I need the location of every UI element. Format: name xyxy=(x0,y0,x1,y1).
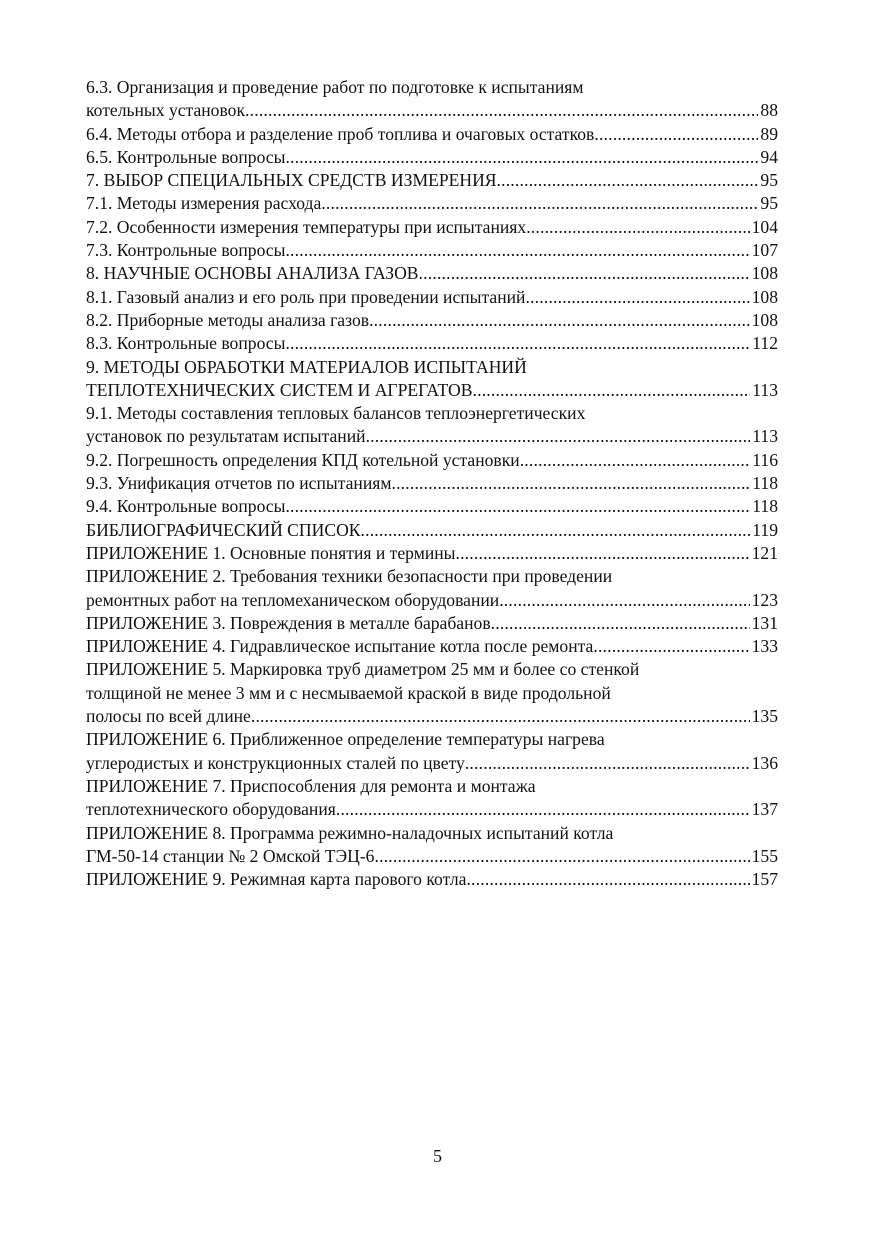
dot-leader xyxy=(251,705,750,728)
toc-entry-leader-line xyxy=(86,472,778,495)
dot-leader xyxy=(497,169,759,192)
toc-entry xyxy=(86,542,778,565)
toc-entry xyxy=(86,146,778,169)
toc-entry-title: 7. ВЫБОР СПЕЦИАЛЬНЫХ СРЕДСТВ ИЗМЕРЕНИЯ xyxy=(86,170,497,191)
toc-entry xyxy=(86,192,778,215)
toc-entry-page: 107 xyxy=(751,240,778,261)
toc-entry-page: 108 xyxy=(751,286,778,307)
toc-entry-page: 133 xyxy=(751,636,778,657)
dot-leader xyxy=(473,379,751,402)
toc-entry-title: ПРИЛОЖЕНИЕ 9. Режимная карта парового котла xyxy=(86,869,467,890)
toc-entry xyxy=(86,402,778,449)
toc-entry-leader-line xyxy=(86,262,778,285)
toc-entry-leader-line xyxy=(86,868,778,891)
toc-entry-title-line: ПРИЛОЖЕНИЕ 2. Требования техники безопасности при проведении xyxy=(86,566,613,587)
dot-leader xyxy=(419,262,750,285)
dot-leader xyxy=(321,192,758,215)
toc-entry-leader-line xyxy=(86,286,778,309)
toc-entry-page: 113 xyxy=(752,426,778,447)
dot-leader xyxy=(594,123,758,146)
toc-entry-page: 157 xyxy=(751,869,778,890)
toc-entry-leader-line xyxy=(86,123,778,146)
toc-entry-page: 89 xyxy=(760,123,778,144)
toc-entry xyxy=(86,239,778,262)
toc-entry-leader-line xyxy=(86,146,778,169)
toc-entry-title-line: 9. МЕТОДЫ ОБРАБОТКИ МАТЕРИАЛОВ ИСПЫТАНИЙ xyxy=(86,356,527,377)
toc-entry-page: 123 xyxy=(751,589,778,610)
dot-leader xyxy=(245,99,758,122)
toc-entry xyxy=(86,356,778,403)
toc-entry-leader-line xyxy=(86,216,778,239)
toc-entry-title: ПРИЛОЖЕНИЕ 1. Основные понятия и термины xyxy=(86,542,456,563)
toc-entry-leader-line xyxy=(86,379,778,402)
toc-entry-title: 7.3. Контрольные вопросы xyxy=(86,240,286,261)
dot-leader xyxy=(285,239,749,262)
toc-entry xyxy=(86,262,778,285)
toc-entry-title: ремонтных работ на тепломеханическом оборудовании xyxy=(86,589,500,610)
toc-entry-leader-line xyxy=(86,705,778,728)
toc-entry-title: 8.2. Приборные методы анализа газов xyxy=(86,309,370,330)
dot-leader xyxy=(455,542,749,565)
dot-leader xyxy=(466,868,749,891)
toc-entry-title-line: 9.1. Методы составления тепловых балансов теплоэнергетических xyxy=(86,403,586,424)
toc-entry-title-line: ПРИЛОЖЕНИЕ 7. Приспособления для ремонта и монтажа xyxy=(86,775,536,796)
toc-entry-page: 118 xyxy=(752,496,778,517)
dot-leader xyxy=(374,845,749,868)
toc-entry-title: теплотехнического оборудования xyxy=(86,799,336,820)
toc-entry-title: 9.3. Унификация отчетов по испытаниям xyxy=(86,473,392,494)
toc-entry-leader-line xyxy=(86,425,778,448)
toc-entry xyxy=(86,76,778,123)
toc-entry-leader-line xyxy=(86,239,778,262)
toc-entry-title: полосы по всей длине xyxy=(86,706,251,727)
dot-leader xyxy=(465,752,750,775)
dot-leader xyxy=(593,635,749,658)
toc-entry-title: 8. НАУЧНЫЕ ОСНОВЫ АНАЛИЗА ГАЗОВ xyxy=(86,263,419,284)
toc-entry-leader-line xyxy=(86,798,778,821)
dot-leader xyxy=(499,589,749,612)
toc-entry-title: углеродистых и конструкционных сталей по цвету xyxy=(86,752,465,773)
toc-entry xyxy=(86,169,778,192)
dot-leader xyxy=(520,449,751,472)
toc-entry-leader-line xyxy=(86,449,778,472)
toc-entry-page: 88 xyxy=(760,100,778,121)
toc-entry-title: 9.2. Погрешность определения КПД котельной установки xyxy=(86,449,520,470)
toc-entry-title-line: толщиной не менее 3 мм и с несмываемой краской в виде продольной xyxy=(86,682,611,703)
toc-entry-page: 136 xyxy=(751,752,778,773)
toc-entry-leader-line xyxy=(86,845,778,868)
toc-entry-title: 7.1. Методы измерения расхода xyxy=(86,193,322,214)
toc-entry-page: 108 xyxy=(751,263,778,284)
dot-leader xyxy=(361,519,751,542)
toc-entry xyxy=(86,775,778,822)
toc-entry-page: 104 xyxy=(751,216,778,237)
toc-entry-title-line: ПРИЛОЖЕНИЕ 5. Маркировка труб диаметром 25 мм и более со стенкой xyxy=(86,659,640,680)
dot-leader xyxy=(285,146,758,169)
toc-entry-leader-line xyxy=(86,589,778,612)
toc-entry xyxy=(86,658,778,728)
toc-entry-page: 116 xyxy=(752,449,778,470)
toc-entry-title: ПРИЛОЖЕНИЕ 4. Гидравлическое испытание котла после ремонта xyxy=(86,636,594,657)
toc-entry xyxy=(86,519,778,542)
toc-entry xyxy=(86,216,778,239)
toc-entry xyxy=(86,728,778,775)
toc-entry-title-line: 6.3. Организация и проведение работ по подготовке к испытаниям xyxy=(86,77,584,97)
toc-entry xyxy=(86,822,778,869)
toc-entry-leader-line xyxy=(86,635,778,658)
toc-entry xyxy=(86,123,778,146)
dot-leader xyxy=(285,332,750,355)
toc-entry-title: 9.4. Контрольные вопросы xyxy=(86,496,286,517)
toc-entry-page: 95 xyxy=(760,170,778,191)
toc-entry-leader-line xyxy=(86,612,778,635)
toc-entry-title: 8.3. Контрольные вопросы xyxy=(86,333,286,354)
toc-entry xyxy=(86,495,778,518)
toc-entry-leader-line xyxy=(86,192,778,215)
toc-entry-leader-line xyxy=(86,542,778,565)
toc-entry-page: 131 xyxy=(751,612,778,633)
toc-entry-page: 135 xyxy=(751,706,778,727)
toc-entry-page: 121 xyxy=(751,542,778,563)
toc-entry-title: 8.1. Газовый анализ и его роль при проведении испытаний xyxy=(86,286,526,307)
toc-entry-leader-line xyxy=(86,99,778,122)
toc-entry-title: ТЕПЛОТЕХНИЧЕСКИХ СИСТЕМ И АГРЕГАТОВ xyxy=(86,379,473,400)
toc-entry-leader-line xyxy=(86,332,778,355)
toc-entry-page: 118 xyxy=(752,473,778,494)
toc-entry xyxy=(86,286,778,309)
toc-entry-title: установок по результатам испытаний xyxy=(86,426,366,447)
toc-entry-title: БИБЛИОГРАФИЧЕСКИЙ СПИСОК xyxy=(86,519,361,540)
toc-entry xyxy=(86,612,778,635)
toc-entry xyxy=(86,332,778,355)
toc-entry-page: 113 xyxy=(752,379,778,400)
toc-entry xyxy=(86,868,778,891)
table-of-contents xyxy=(86,76,778,891)
dot-leader xyxy=(491,612,750,635)
toc-entry-page: 155 xyxy=(751,845,778,866)
dot-leader xyxy=(366,425,751,448)
toc-entry-leader-line xyxy=(86,519,778,542)
toc-entry-page: 119 xyxy=(752,519,778,540)
toc-entry-title: 7.2. Особенности измерения температуры при испытаниях xyxy=(86,216,527,237)
toc-entry-page: 94 xyxy=(760,146,778,167)
toc-entry xyxy=(86,472,778,495)
dot-leader xyxy=(369,309,750,332)
toc-entry-title-line: ПРИЛОЖЕНИЕ 6. Приближенное определение температуры нагрева xyxy=(86,729,605,750)
toc-entry-page: 95 xyxy=(760,193,778,214)
toc-entry-title-line: ПРИЛОЖЕНИЕ 8. Программа режимно-наладочных испытаний котла xyxy=(86,822,614,843)
toc-entry-title: 6.4. Методы отбора и разделение проб топлива и очаговых остатков xyxy=(86,123,595,144)
toc-entry xyxy=(86,309,778,332)
toc-entry-title: 6.5. Контрольные вопросы xyxy=(86,146,286,167)
dot-leader xyxy=(391,472,750,495)
toc-entry-page: 137 xyxy=(751,799,778,820)
dot-leader xyxy=(526,216,749,239)
toc-entry-page: 112 xyxy=(752,333,778,354)
page-number: 5 xyxy=(433,1146,442,1166)
toc-entry-leader-line xyxy=(86,169,778,192)
toc-entry-title: котельных установок xyxy=(86,100,246,121)
dot-leader xyxy=(285,495,750,518)
toc-entry-leader-line xyxy=(86,752,778,775)
toc-entry xyxy=(86,449,778,472)
toc-entry xyxy=(86,635,778,658)
toc-entry-page: 108 xyxy=(751,309,778,330)
toc-entry-leader-line xyxy=(86,495,778,518)
dot-leader xyxy=(525,286,749,309)
toc-entry-leader-line xyxy=(86,309,778,332)
toc-entry-title: ПРИЛОЖЕНИЕ 3. Повреждения в металле барабанов xyxy=(86,612,491,633)
toc-entry xyxy=(86,565,778,612)
dot-leader xyxy=(336,798,750,821)
toc-entry-title: ГМ-50-14 станции № 2 Омской ТЭЦ-6 xyxy=(86,845,375,866)
